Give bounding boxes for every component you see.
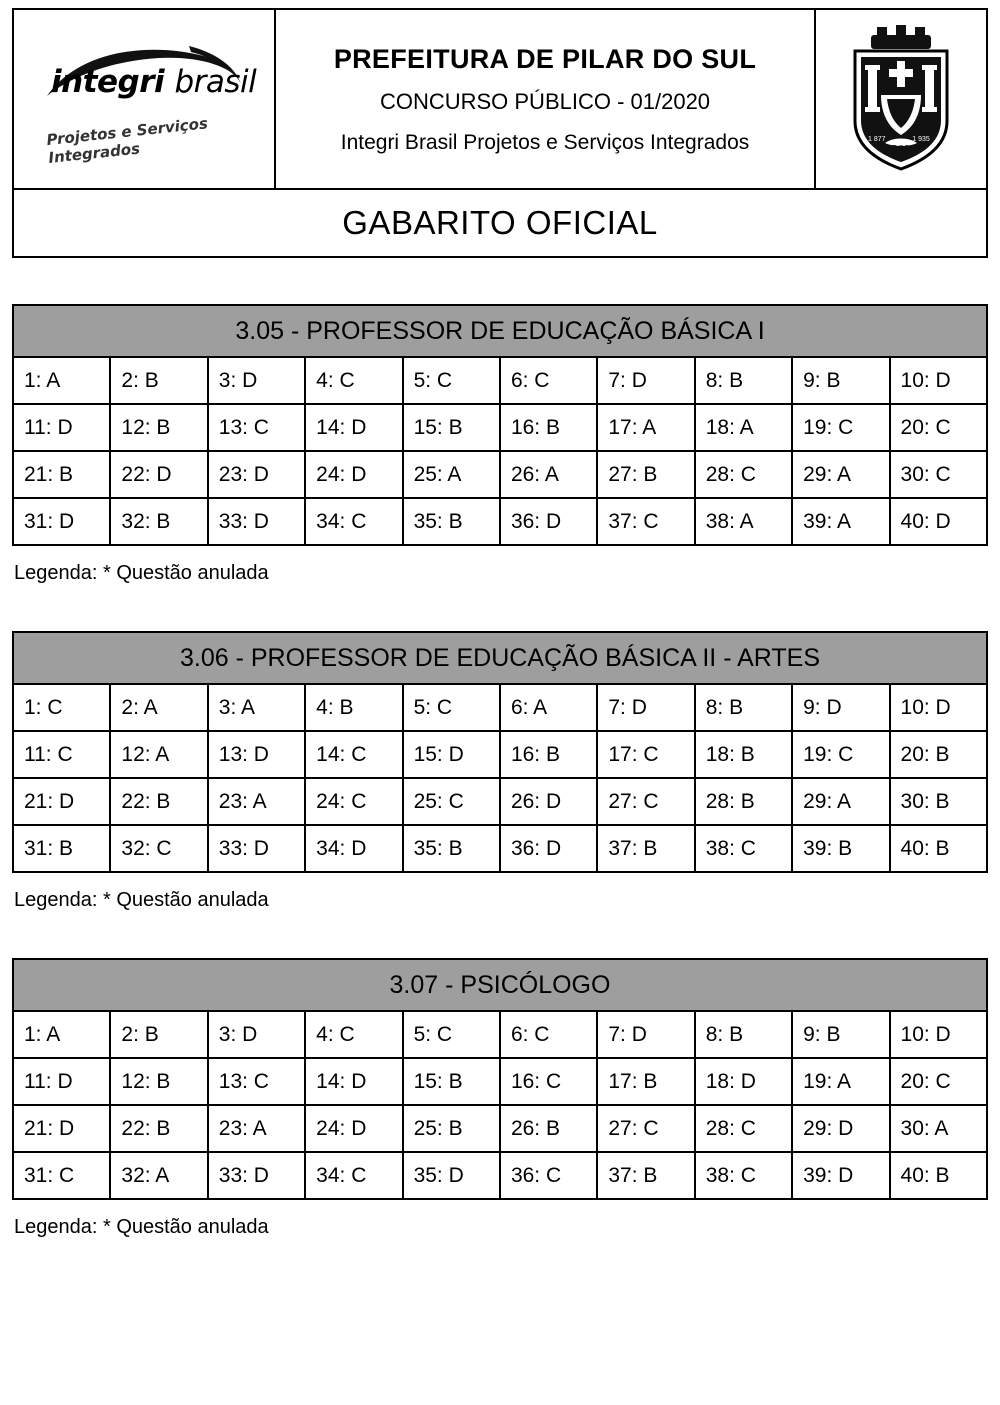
- answer-cell: 3: A: [208, 684, 305, 731]
- svg-text:1 935: 1 935: [912, 136, 930, 143]
- answer-cell: 7: D: [597, 684, 694, 731]
- logo-word-integri: integri: [51, 64, 165, 100]
- answer-cell: 24: D: [305, 1105, 402, 1152]
- answer-cell: 2: B: [110, 357, 207, 404]
- answer-cell: 29: D: [792, 1105, 889, 1152]
- table-row: [13, 451, 987, 498]
- answer-cell: 4: C: [305, 357, 402, 404]
- answer-cell: 14: C: [305, 731, 402, 778]
- table-row: [13, 1152, 987, 1199]
- answer-cell: 34: C: [305, 1152, 402, 1199]
- answer-cell: 14: D: [305, 1058, 402, 1105]
- answer-cell: 12: B: [110, 1058, 207, 1105]
- answer-cell: 33: D: [208, 498, 305, 545]
- table-row: [13, 1011, 987, 1058]
- answer-cell: 20: C: [890, 1058, 987, 1105]
- answer-cell: 7: D: [597, 357, 694, 404]
- answer-cell: 30: A: [890, 1105, 987, 1152]
- answer-cell: 3: D: [208, 357, 305, 404]
- answer-cell: 2: B: [110, 1011, 207, 1058]
- answer-cell: 12: A: [110, 731, 207, 778]
- answer-cell: 20: B: [890, 731, 987, 778]
- answer-cell: 39: B: [792, 825, 889, 872]
- answer-table: [12, 356, 988, 546]
- answer-cell: 23: D: [208, 451, 305, 498]
- answer-cell: 39: A: [792, 498, 889, 545]
- answer-cell: 5: C: [403, 684, 500, 731]
- answer-cell: 19: A: [792, 1058, 889, 1105]
- answer-cell: 17: C: [597, 731, 694, 778]
- gabarito-banner: [12, 190, 988, 258]
- title-organizer: Integri Brasil Projetos e Serviços Integrados: [340, 130, 750, 154]
- answer-cell: 24: D: [305, 451, 402, 498]
- answer-cell: 38: C: [695, 825, 792, 872]
- answer-cell: 22: B: [110, 778, 207, 825]
- answer-cell: 13: C: [208, 1058, 305, 1105]
- answer-cell: 18: B: [695, 731, 792, 778]
- answer-table: [12, 683, 988, 873]
- answer-cell: 2: A: [110, 684, 207, 731]
- answer-cell: 14: D: [305, 404, 402, 451]
- document-header: [12, 8, 988, 190]
- answer-cell: 25: C: [403, 778, 500, 825]
- answer-cell: 36: C: [500, 1152, 597, 1199]
- answer-cell: 29: A: [792, 451, 889, 498]
- answer-cell: 11: D: [13, 1058, 110, 1105]
- answer-section: [12, 958, 988, 1239]
- legend-note: Legenda: * Questão anulada: [14, 1216, 269, 1238]
- answer-cell: 11: D: [13, 404, 110, 451]
- integri-brasil-logo: [29, 34, 259, 167]
- answer-cell: 4: B: [305, 684, 402, 731]
- answer-cell: 24: C: [305, 778, 402, 825]
- answer-cell: 40: D: [890, 498, 987, 545]
- banner-title: GABARITO OFICIAL: [342, 204, 658, 241]
- answer-cell: 10: D: [890, 357, 987, 404]
- svg-text:PILAR DO SUL: PILAR DO SUL: [876, 145, 926, 152]
- answer-cell: 3: D: [208, 1011, 305, 1058]
- answer-cell: 21: D: [13, 1105, 110, 1152]
- answer-cell: 18: A: [695, 404, 792, 451]
- answer-cell: 40: B: [890, 1152, 987, 1199]
- answer-cell: 28: B: [695, 778, 792, 825]
- answer-cell: 26: A: [500, 451, 597, 498]
- answer-cell: 13: C: [208, 404, 305, 451]
- answer-cell: 25: A: [403, 451, 500, 498]
- answer-cell: 32: C: [110, 825, 207, 872]
- answer-cell: 5: C: [403, 1011, 500, 1058]
- answer-cell: 32: B: [110, 498, 207, 545]
- answer-cell: 37: C: [597, 498, 694, 545]
- logo-word-brasil: brasil: [174, 64, 257, 100]
- answer-cell: 19: C: [792, 404, 889, 451]
- section-title: 3.05 - PROFESSOR DE EDUCAÇÃO BÁSICA I: [12, 304, 988, 356]
- answer-cell: 9: D: [792, 684, 889, 731]
- answer-cell: 38: C: [695, 1152, 792, 1199]
- answer-cell: 28: C: [695, 451, 792, 498]
- answer-cell: 16: B: [500, 404, 597, 451]
- title-prefeitura: PREFEITURA DE PILAR DO SUL: [333, 43, 757, 74]
- answer-cell: 31: B: [13, 825, 110, 872]
- table-row: [13, 1105, 987, 1152]
- table-row: [13, 684, 987, 731]
- answer-cell: 9: B: [792, 357, 889, 404]
- legend-note: Legenda: * Questão anulada: [14, 562, 269, 584]
- svg-text:1 877: 1 877: [868, 136, 886, 143]
- answer-cell: 15: B: [403, 1058, 500, 1105]
- answer-cell: 27: C: [597, 778, 694, 825]
- legend-note: Legenda: * Questão anulada: [14, 889, 269, 911]
- answer-cell: 30: C: [890, 451, 987, 498]
- answer-cell: 32: A: [110, 1152, 207, 1199]
- answer-cell: 31: D: [13, 498, 110, 545]
- answer-cell: 39: D: [792, 1152, 889, 1199]
- answer-cell: 31: C: [13, 1152, 110, 1199]
- coat-of-arms-icon: [835, 25, 967, 173]
- answer-cell: 5: C: [403, 357, 500, 404]
- answer-cell: 7: D: [597, 1011, 694, 1058]
- answer-cell: 21: D: [13, 778, 110, 825]
- answer-cell: 30: B: [890, 778, 987, 825]
- answer-cell: 8: B: [695, 357, 792, 404]
- answer-cell: 40: B: [890, 825, 987, 872]
- answer-cell: 17: A: [597, 404, 694, 451]
- answer-cell: 4: C: [305, 1011, 402, 1058]
- answer-cell: 16: C: [500, 1058, 597, 1105]
- answer-cell: 35: B: [403, 825, 500, 872]
- answer-cell: 34: D: [305, 825, 402, 872]
- answer-cell: 26: D: [500, 778, 597, 825]
- answer-cell: 29: A: [792, 778, 889, 825]
- answer-cell: 10: D: [890, 684, 987, 731]
- section-title: 3.07 - PSICÓLOGO: [12, 958, 988, 1010]
- answer-cell: 33: D: [208, 825, 305, 872]
- answer-cell: 22: B: [110, 1105, 207, 1152]
- answer-cell: 17: B: [597, 1058, 694, 1105]
- answer-cell: 37: B: [597, 1152, 694, 1199]
- answer-cell: 33: D: [208, 1152, 305, 1199]
- answer-cell: 38: A: [695, 498, 792, 545]
- answer-cell: 23: A: [208, 1105, 305, 1152]
- answer-cell: 25: B: [403, 1105, 500, 1152]
- logo-cell: [14, 10, 276, 188]
- answer-cell: 27: B: [597, 451, 694, 498]
- answer-cell: 1: A: [13, 357, 110, 404]
- crest-cell: [816, 10, 986, 188]
- answer-cell: 15: D: [403, 731, 500, 778]
- answer-cell: 19: C: [792, 731, 889, 778]
- answer-cell: 1: A: [13, 1011, 110, 1058]
- answer-cell: 20: C: [890, 404, 987, 451]
- answer-cell: 10: D: [890, 1011, 987, 1058]
- answer-cell: 26: B: [500, 1105, 597, 1152]
- answer-cell: 13: D: [208, 731, 305, 778]
- answer-cell: 36: D: [500, 498, 597, 545]
- title-concurso: CONCURSO PÚBLICO - 01/2020: [379, 88, 711, 114]
- table-row: [13, 731, 987, 778]
- table-row: [13, 1058, 987, 1105]
- answer-cell: 37: B: [597, 825, 694, 872]
- answer-cell: 12: B: [110, 404, 207, 451]
- answer-table: [12, 1010, 988, 1200]
- table-row: [13, 825, 987, 872]
- answer-cell: 27: C: [597, 1105, 694, 1152]
- table-row: [13, 404, 987, 451]
- answer-cell: 35: D: [403, 1152, 500, 1199]
- answer-cell: 36: D: [500, 825, 597, 872]
- answer-cell: 23: A: [208, 778, 305, 825]
- answer-cell: 8: B: [695, 1011, 792, 1058]
- answer-cell: 21: B: [13, 451, 110, 498]
- answer-section: [12, 631, 988, 912]
- answer-cell: 22: D: [110, 451, 207, 498]
- answer-cell: 6: C: [500, 357, 597, 404]
- answer-cell: 1: C: [13, 684, 110, 731]
- answer-cell: 34: C: [305, 498, 402, 545]
- answer-cell: 9: B: [792, 1011, 889, 1058]
- table-row: [13, 498, 987, 545]
- header-titles: [276, 10, 816, 188]
- answer-cell: 18: D: [695, 1058, 792, 1105]
- logo-wordmark: [51, 64, 256, 100]
- answer-cell: 28: C: [695, 1105, 792, 1152]
- answer-cell: 35: B: [403, 498, 500, 545]
- answer-cell: 15: B: [403, 404, 500, 451]
- answer-cell: 16: B: [500, 731, 597, 778]
- answer-cell: 6: C: [500, 1011, 597, 1058]
- table-row: [13, 778, 987, 825]
- table-row: [13, 357, 987, 404]
- answer-cell: 6: A: [500, 684, 597, 731]
- answer-cell: 11: C: [13, 731, 110, 778]
- section-title: 3.06 - PROFESSOR DE EDUCAÇÃO BÁSICA II - ARTES: [12, 631, 988, 683]
- answer-section: [12, 304, 988, 585]
- answer-cell: 8: B: [695, 684, 792, 731]
- logo-subtitle: Projetos e Serviços Integrados: [45, 114, 209, 167]
